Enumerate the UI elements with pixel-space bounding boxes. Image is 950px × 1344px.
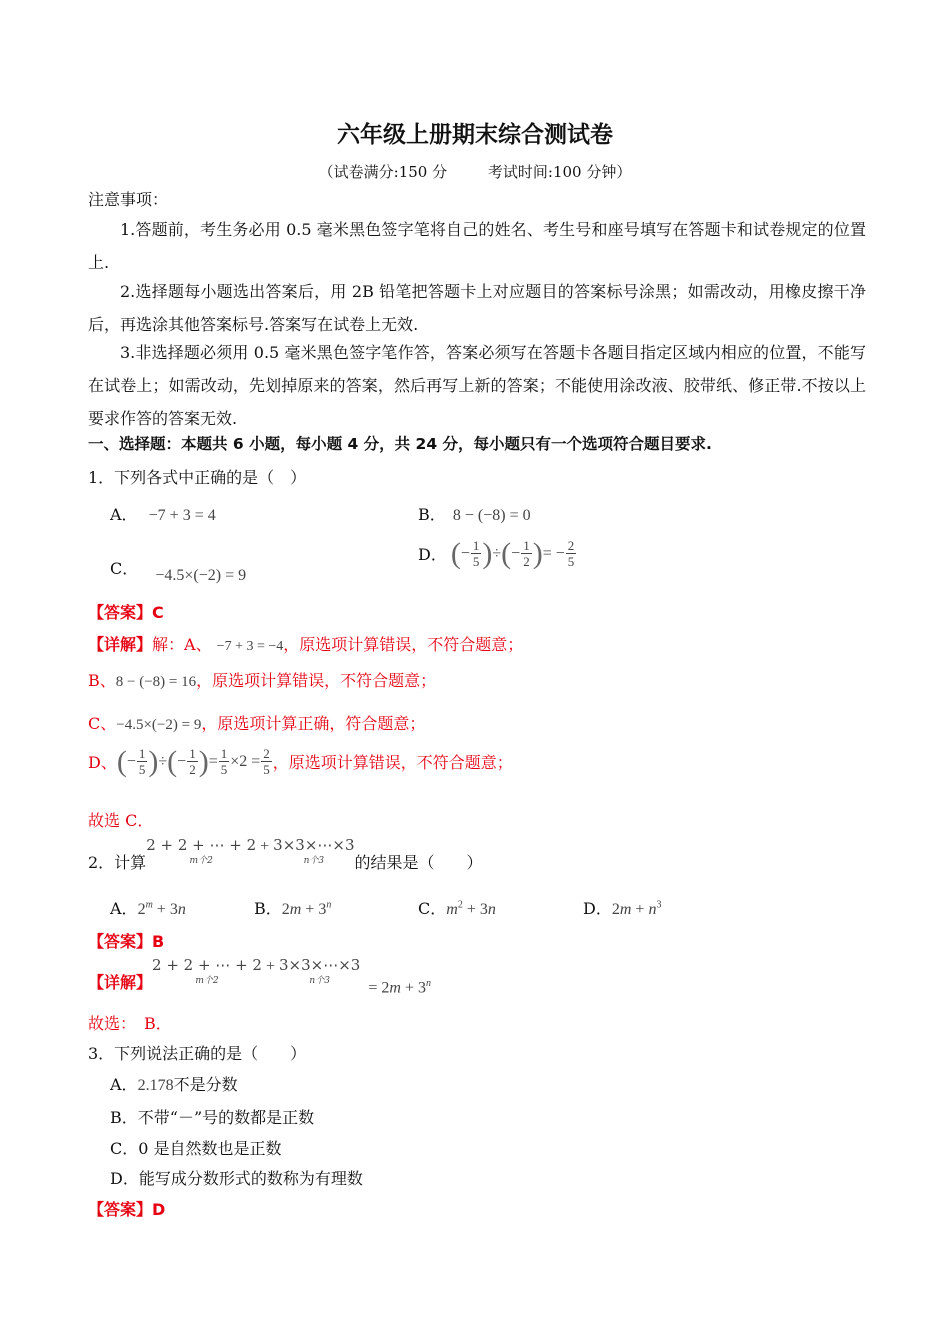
q1-option-d <box>418 538 577 569</box>
full-score: （试卷满分:150 分 <box>318 163 448 181</box>
notice-item-3: 3.非选择题必须用 0.5 毫米黑色签字笔作答，答案必须写在答题卡各题目指定区域内相应的位置，不能写在试卷上；如需改动，先划掉原来的答案，然后再写上新的答案；不能使用涂改液、胶带纸、修正带.不按以上要求作答的答案无效. <box>88 343 866 428</box>
detail-math: −4.5×(−2) = 9 <box>116 717 202 733</box>
prod-note: n个3 <box>303 856 325 866</box>
answer-value: D <box>152 1200 166 1219</box>
detail-prefix: C、 <box>88 714 117 733</box>
q2-option-a-label: A． <box>110 899 138 918</box>
q1-option-a <box>110 502 216 525</box>
answer-value: B <box>152 932 165 951</box>
detail-text: ，原选项计算错误，不符合题意； <box>272 753 513 772</box>
q2-option-d-label: D． <box>583 899 612 918</box>
detail-prefix: B、 <box>88 671 116 690</box>
q2-option-d: D．$2m + n^3$ <box>583 899 662 918</box>
q3-option-a-label: A． <box>110 1075 138 1094</box>
q3-answer <box>88 1197 165 1220</box>
q2-option-c: C．$m^2 + 3n$ <box>418 899 496 918</box>
detail-math: 8 − (−8) = 16 <box>115 674 197 690</box>
q1-option-b <box>418 502 531 525</box>
detail-math: ( − $\frac{1}{5}$ ) ÷ ( − $\frac{1}{2}$ ) = $\frac{1}{5}$ ×2 = $\frac{2}{5}$ <box>116 744 270 778</box>
q1-option-c <box>110 556 247 584</box>
sum-expr: 2 + 2 + ⋯ + 2 <box>152 956 262 974</box>
q2-conclusion: 故选： B． <box>88 1014 172 1033</box>
q1-option-b-math: 8 − (−8) = 0 <box>452 507 531 524</box>
q1-stem: 1．下列各式中正确的是（ ） <box>88 468 307 487</box>
notice-heading: 注意事项： <box>88 190 169 209</box>
q1-option-c-math: −4.5×(−2) = 9 <box>155 567 247 584</box>
q2-stem-suffix: 的结果是（ ） <box>354 853 483 872</box>
detail-tag: 【详解】 <box>88 635 153 654</box>
detail-tag: 【详解】 <box>88 973 153 992</box>
page-title: 六年级上册期末综合测试卷 <box>337 122 613 148</box>
detail-text: ，原选项计算正确，符合题意； <box>201 714 426 733</box>
detail-text: ，原选项计算错误，不符合题意； <box>196 671 437 690</box>
q2-detail-prod <box>279 958 360 988</box>
exam-time: 考试时间:100 分钟） <box>487 163 632 181</box>
answer-tag: 【答案】 <box>88 932 153 951</box>
prod-expr: 3×3×⋯×3 <box>273 836 355 854</box>
q2-option-b-label: B． <box>254 899 282 918</box>
sum-expr: 2 + 2 + ⋯ + 2 <box>146 836 257 854</box>
notice-item-2: 2.选择题每小题选出答案后，用 2B 铅笔把答题卡上对应题目的答案标号涂黑；如需改动，用橡皮擦干净后，再选涂其他答案标号.答案写在试卷上无效. <box>88 282 866 334</box>
q1-option-a-math: −7 + 3 = 4 <box>148 507 216 524</box>
q3-option-a-text: 不是分数 <box>173 1075 238 1094</box>
q2-prod-expr <box>273 838 354 868</box>
q1-answer <box>88 600 164 623</box>
q2-sum-expr <box>146 838 256 868</box>
q2-option-a: A．$2^m + 3n$ <box>110 899 186 918</box>
q3-option-a <box>110 1072 238 1095</box>
q1-option-a-label: A． <box>110 505 138 524</box>
q2-detail-sum <box>152 958 262 988</box>
section-heading: 一、选择题：本题共 6 小题，每小题 4 分，共 24 分，每小题只有一个选项符合题目要求. <box>88 435 712 453</box>
q1-detail-d <box>88 746 513 777</box>
q2-detail: 【详解】 2 + 2 + ⋯ + 2 m个2 + 3×3×⋯×3 n个3 = $2m + 3^n$ <box>88 956 431 997</box>
q2-option-b: B．$2m + 3^n$ <box>254 899 332 918</box>
q3-option-a-math: 2.178 <box>137 1077 174 1094</box>
detail-prefix: 解：A、 <box>152 635 212 654</box>
q1-option-d-math: ( − $\frac{1}{5}$ ) ÷ ( − $\frac{1}{2}$ ) = − $\frac{2}{5}$ <box>450 536 575 570</box>
q1-conclusion: 故选 C． <box>88 811 154 830</box>
answer-tag: 【答案】 <box>88 1200 153 1219</box>
q3-option-c: C．0 是自然数也是正数 <box>110 1139 282 1158</box>
q3-option-d: D．能写成分数形式的数称为有理数 <box>110 1169 363 1188</box>
detail-prefix: D、 <box>88 753 117 772</box>
q1-option-d-label: D． <box>418 545 447 564</box>
q1-detail-c <box>88 711 425 734</box>
q2-answer <box>88 929 164 952</box>
answer-value: C <box>152 603 164 622</box>
detail-math: −7 + 3 = −4 <box>216 639 284 654</box>
q3-stem: 3．下列说法正确的是（ ） <box>88 1044 307 1063</box>
q2-option-c-label: C． <box>418 899 447 918</box>
q1-detail-a <box>88 632 523 655</box>
prod-expr: 3×3×⋯×3 <box>279 956 361 974</box>
q1-detail-b <box>88 668 436 691</box>
notice-item-1: 1.答题前，考生务必用 0.5 毫米黑色签字笔将自己的姓名、考生号和座号填写在答题卡和试卷规定的位置上. <box>88 220 866 272</box>
q1-option-b-label: B． <box>418 505 446 524</box>
detail-text: ，原选项计算错误，不符合题意； <box>283 635 524 654</box>
sum-note: m个2 <box>189 856 213 866</box>
answer-tag: 【答案】 <box>88 603 153 622</box>
exam-info <box>0 161 950 182</box>
q2-stem: 2．计算 2 + 2 + ⋯ + 2 m个2 + 3×3×⋯×3 n个3 的结果是（ ） <box>88 836 483 872</box>
q3-option-b: B．不带“－”号的数都是正数 <box>110 1108 315 1127</box>
q2-stem-prefix: 2．计算 <box>88 853 147 872</box>
sum-note: m个2 <box>195 976 219 986</box>
prod-note: n个3 <box>309 976 330 986</box>
q1-option-c-label: C． <box>110 559 139 578</box>
